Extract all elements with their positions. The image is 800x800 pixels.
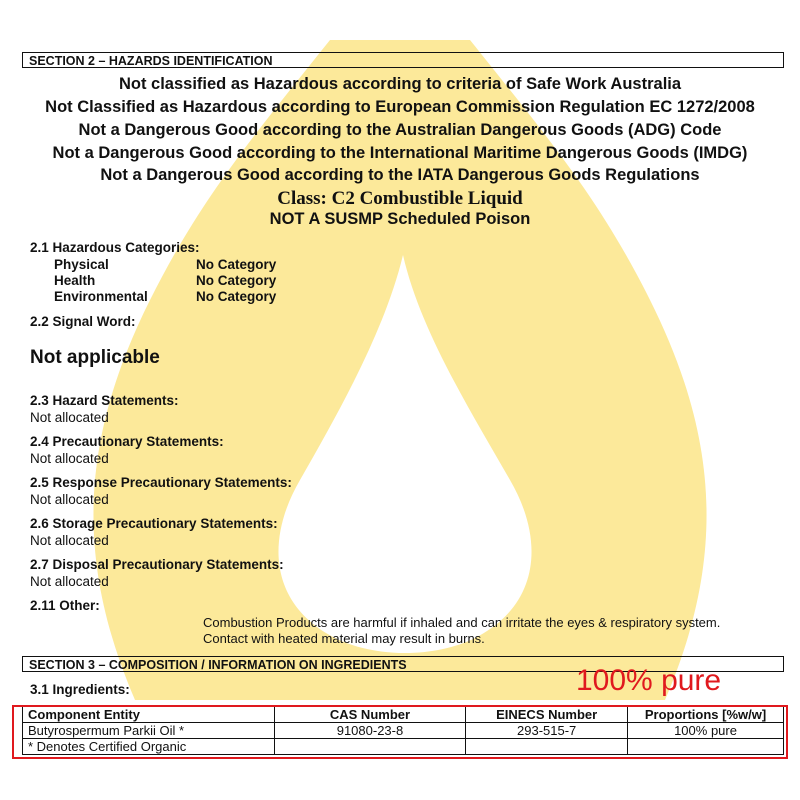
disposal-statements-heading: 2.7 Disposal Precautionary Statements:: [30, 557, 284, 572]
signal-word-heading: 2.2 Signal Word:: [30, 314, 136, 329]
cell-component: Butyrospermum Parkii Oil *: [23, 723, 275, 739]
highlight-box: [12, 705, 788, 759]
header-einecs-number: EINECS Number: [466, 707, 628, 723]
category-label-health: Health: [54, 273, 96, 288]
storage-statements-value: Not allocated: [30, 533, 109, 548]
classification-line-4: Not a Dangerous Good according to the International Maritime Dangerous Goods (IMDG): [52, 144, 748, 162]
section2-header: SECTION 2 – HAZARDS IDENTIFICATION: [22, 52, 784, 68]
header-component-entity: Component Entity: [23, 707, 275, 723]
other-line-1: Combustion Products are harmful if inhaled and can irritate the eyes & respiratory system.: [203, 615, 721, 630]
classification-line-2: Not Classified as Hazardous according to European Commission Regulation EC 1272/2008: [45, 98, 755, 116]
cell-proportion: 100% pure: [628, 723, 784, 739]
classification-line-3: Not a Dangerous Good according to the Australian Dangerous Goods (ADG) Code: [78, 121, 722, 139]
category-label-physical: Physical: [54, 257, 109, 272]
cell-footnote: * Denotes Certified Organic: [23, 739, 275, 755]
classification-line-5: Not a Dangerous Good according to the IATA Dangerous Goods Regulations: [100, 166, 700, 184]
response-statements-heading: 2.5 Response Precautionary Statements:: [30, 475, 292, 490]
header-proportions: Proportions [%w/w]: [628, 707, 784, 723]
category-value-environmental: No Category: [196, 289, 277, 304]
cell-einecs: 293-515-7: [466, 723, 628, 739]
disposal-statements-value: Not allocated: [30, 574, 109, 589]
category-label-environmental: Environmental: [54, 289, 148, 304]
header-cas-number: CAS Number: [274, 707, 466, 723]
hazard-statements-value: Not allocated: [30, 410, 109, 425]
category-value-physical: No Category: [196, 257, 277, 272]
hazard-categories-heading: 2.1 Hazardous Categories:: [30, 240, 200, 255]
section3-header: SECTION 3 – COMPOSITION / INFORMATION ON INGREDIENTS: [22, 656, 784, 672]
pure-annotation: 100% pure: [576, 664, 722, 697]
hazard-statements-heading: 2.3 Hazard Statements:: [30, 393, 179, 408]
cell-cas: 91080-23-8: [274, 723, 466, 739]
precautionary-statements-heading: 2.4 Precautionary Statements:: [30, 434, 224, 449]
other-line-2: Contact with heated material may result in burns.: [203, 631, 485, 646]
signal-word-value: Not applicable: [30, 347, 160, 368]
category-value-health: No Category: [196, 273, 277, 288]
classification-line-1: Not classified as Hazardous according to criteria of Safe Work Australia: [118, 75, 682, 93]
precautionary-statements-value: Not allocated: [30, 451, 109, 466]
other-heading: 2.11 Other:: [30, 598, 100, 613]
storage-statements-heading: 2.6 Storage Precautionary Statements:: [30, 516, 278, 531]
response-statements-value: Not allocated: [30, 492, 109, 507]
poison-line: NOT A SUSMP Scheduled Poison: [269, 210, 531, 228]
class-line: Class: C2 Combustible Liquid: [277, 188, 523, 209]
ingredients-heading: 3.1 Ingredients:: [30, 682, 130, 697]
